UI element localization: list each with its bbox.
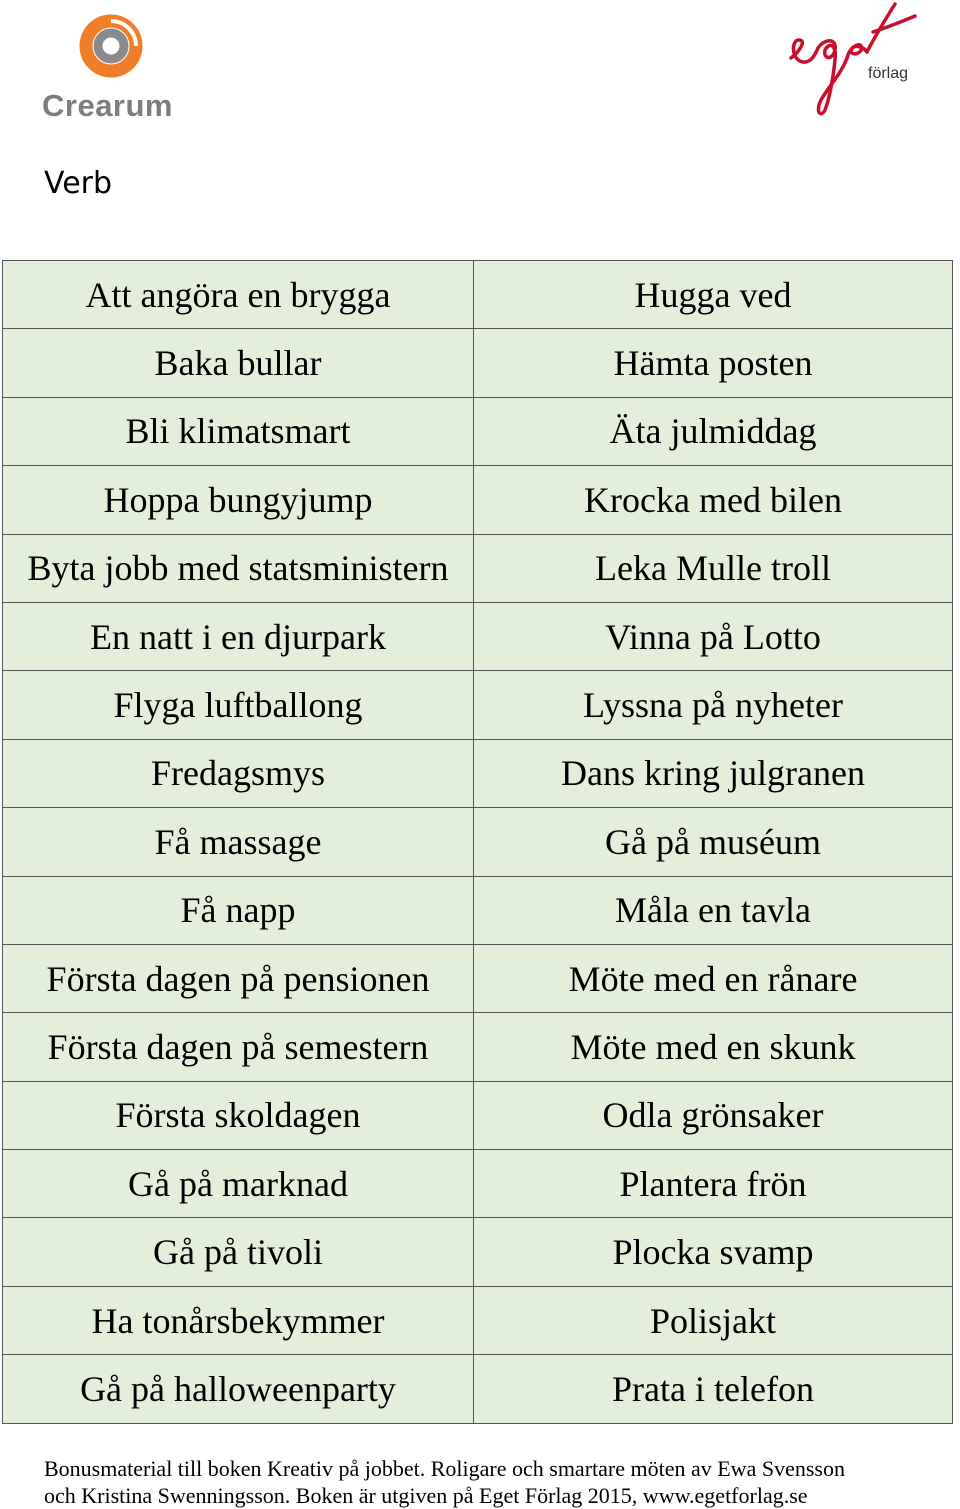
verb-cell-left: Hoppa bungyjump <box>3 466 474 534</box>
table-row <box>3 1218 953 1286</box>
verb-cell-left: Ha tonårsbekymmer <box>3 1286 474 1354</box>
table-row <box>3 261 953 329</box>
verb-cell-left: Första skoldagen <box>3 1081 474 1149</box>
verb-cell-left: Få massage <box>3 808 474 876</box>
verb-cell-right: Äta julmiddag <box>474 397 953 465</box>
verb-cell-right: Lyssna på nyheter <box>474 671 953 739</box>
crearum-logo <box>42 8 192 123</box>
verb-table <box>2 260 953 1424</box>
verb-table-body <box>3 261 953 1424</box>
table-row <box>3 397 953 465</box>
verb-cell-right: Vinna på Lotto <box>474 602 953 670</box>
table-row <box>3 534 953 602</box>
crearum-ring-icon <box>78 10 144 80</box>
table-row <box>3 944 953 1012</box>
verb-cell-left: Baka bullar <box>3 329 474 397</box>
table-row <box>3 1150 953 1218</box>
table-row <box>3 1286 953 1354</box>
verb-cell-right: Gå på muséum <box>474 808 953 876</box>
table-row <box>3 808 953 876</box>
verb-cell-left: En natt i en djurpark <box>3 602 474 670</box>
verb-cell-left: Bli klimatsmart <box>3 397 474 465</box>
verb-cell-left: Flyga luftballong <box>3 671 474 739</box>
verb-cell-right: Plocka svamp <box>474 1218 953 1286</box>
footer-line-2: och Kristina Swenningsson. Boken är utgiven på Eget Förlag 2015, www.egetforlag.se <box>44 1483 808 1508</box>
table-row <box>3 602 953 670</box>
verb-cell-right: Prata i telefon <box>474 1355 953 1423</box>
verb-cell-right: Hugga ved <box>474 261 953 329</box>
verb-cell-right: Dans kring julgranen <box>474 739 953 807</box>
verb-cell-right: Leka Mulle troll <box>474 534 953 602</box>
verb-cell-left: Byta jobb med statsministern <box>3 534 474 602</box>
table-row <box>3 739 953 807</box>
verb-cell-left: Första dagen på semestern <box>3 1013 474 1081</box>
table-row <box>3 1355 953 1423</box>
verb-cell-right: Krocka med bilen <box>474 466 953 534</box>
verb-cell-right: Plantera frön <box>474 1150 953 1218</box>
verb-cell-left: Gå på tivoli <box>3 1218 474 1286</box>
verb-cell-left: Gå på marknad <box>3 1150 474 1218</box>
table-row <box>3 329 953 397</box>
table-row <box>3 1081 953 1149</box>
crearum-wordmark: Crearum <box>42 88 173 123</box>
eget-forlag-subtitle: förlag <box>868 65 909 82</box>
table-row <box>3 1013 953 1081</box>
eget-script-icon <box>785 0 925 120</box>
verb-cell-left: Att angöra en brygga <box>3 261 474 329</box>
table-row <box>3 876 953 944</box>
table-row <box>3 466 953 534</box>
verb-cell-left: Första dagen på pensionen <box>3 944 474 1012</box>
verb-cell-left: Fredagsmys <box>3 739 474 807</box>
verb-cell-right: Möte med en rånare <box>474 944 953 1012</box>
verb-cell-right: Måla en tavla <box>474 876 953 944</box>
verb-cell-right: Odla grönsaker <box>474 1081 953 1149</box>
footer-line-1: Bonusmaterial till boken Kreativ på jobbet. Roligare och smartare möten av Ewa Svensson <box>44 1456 845 1481</box>
footer <box>44 1455 944 1509</box>
eget-forlag-logo <box>785 0 925 120</box>
verb-cell-right: Hämta posten <box>474 329 953 397</box>
table-row <box>3 671 953 739</box>
verb-cell-right: Möte med en skunk <box>474 1013 953 1081</box>
verb-cell-right: Polisjakt <box>474 1286 953 1354</box>
page-heading: Verb <box>44 166 113 201</box>
verb-cell-left: Få napp <box>3 876 474 944</box>
verb-cell-left: Gå på halloweenparty <box>3 1355 474 1423</box>
